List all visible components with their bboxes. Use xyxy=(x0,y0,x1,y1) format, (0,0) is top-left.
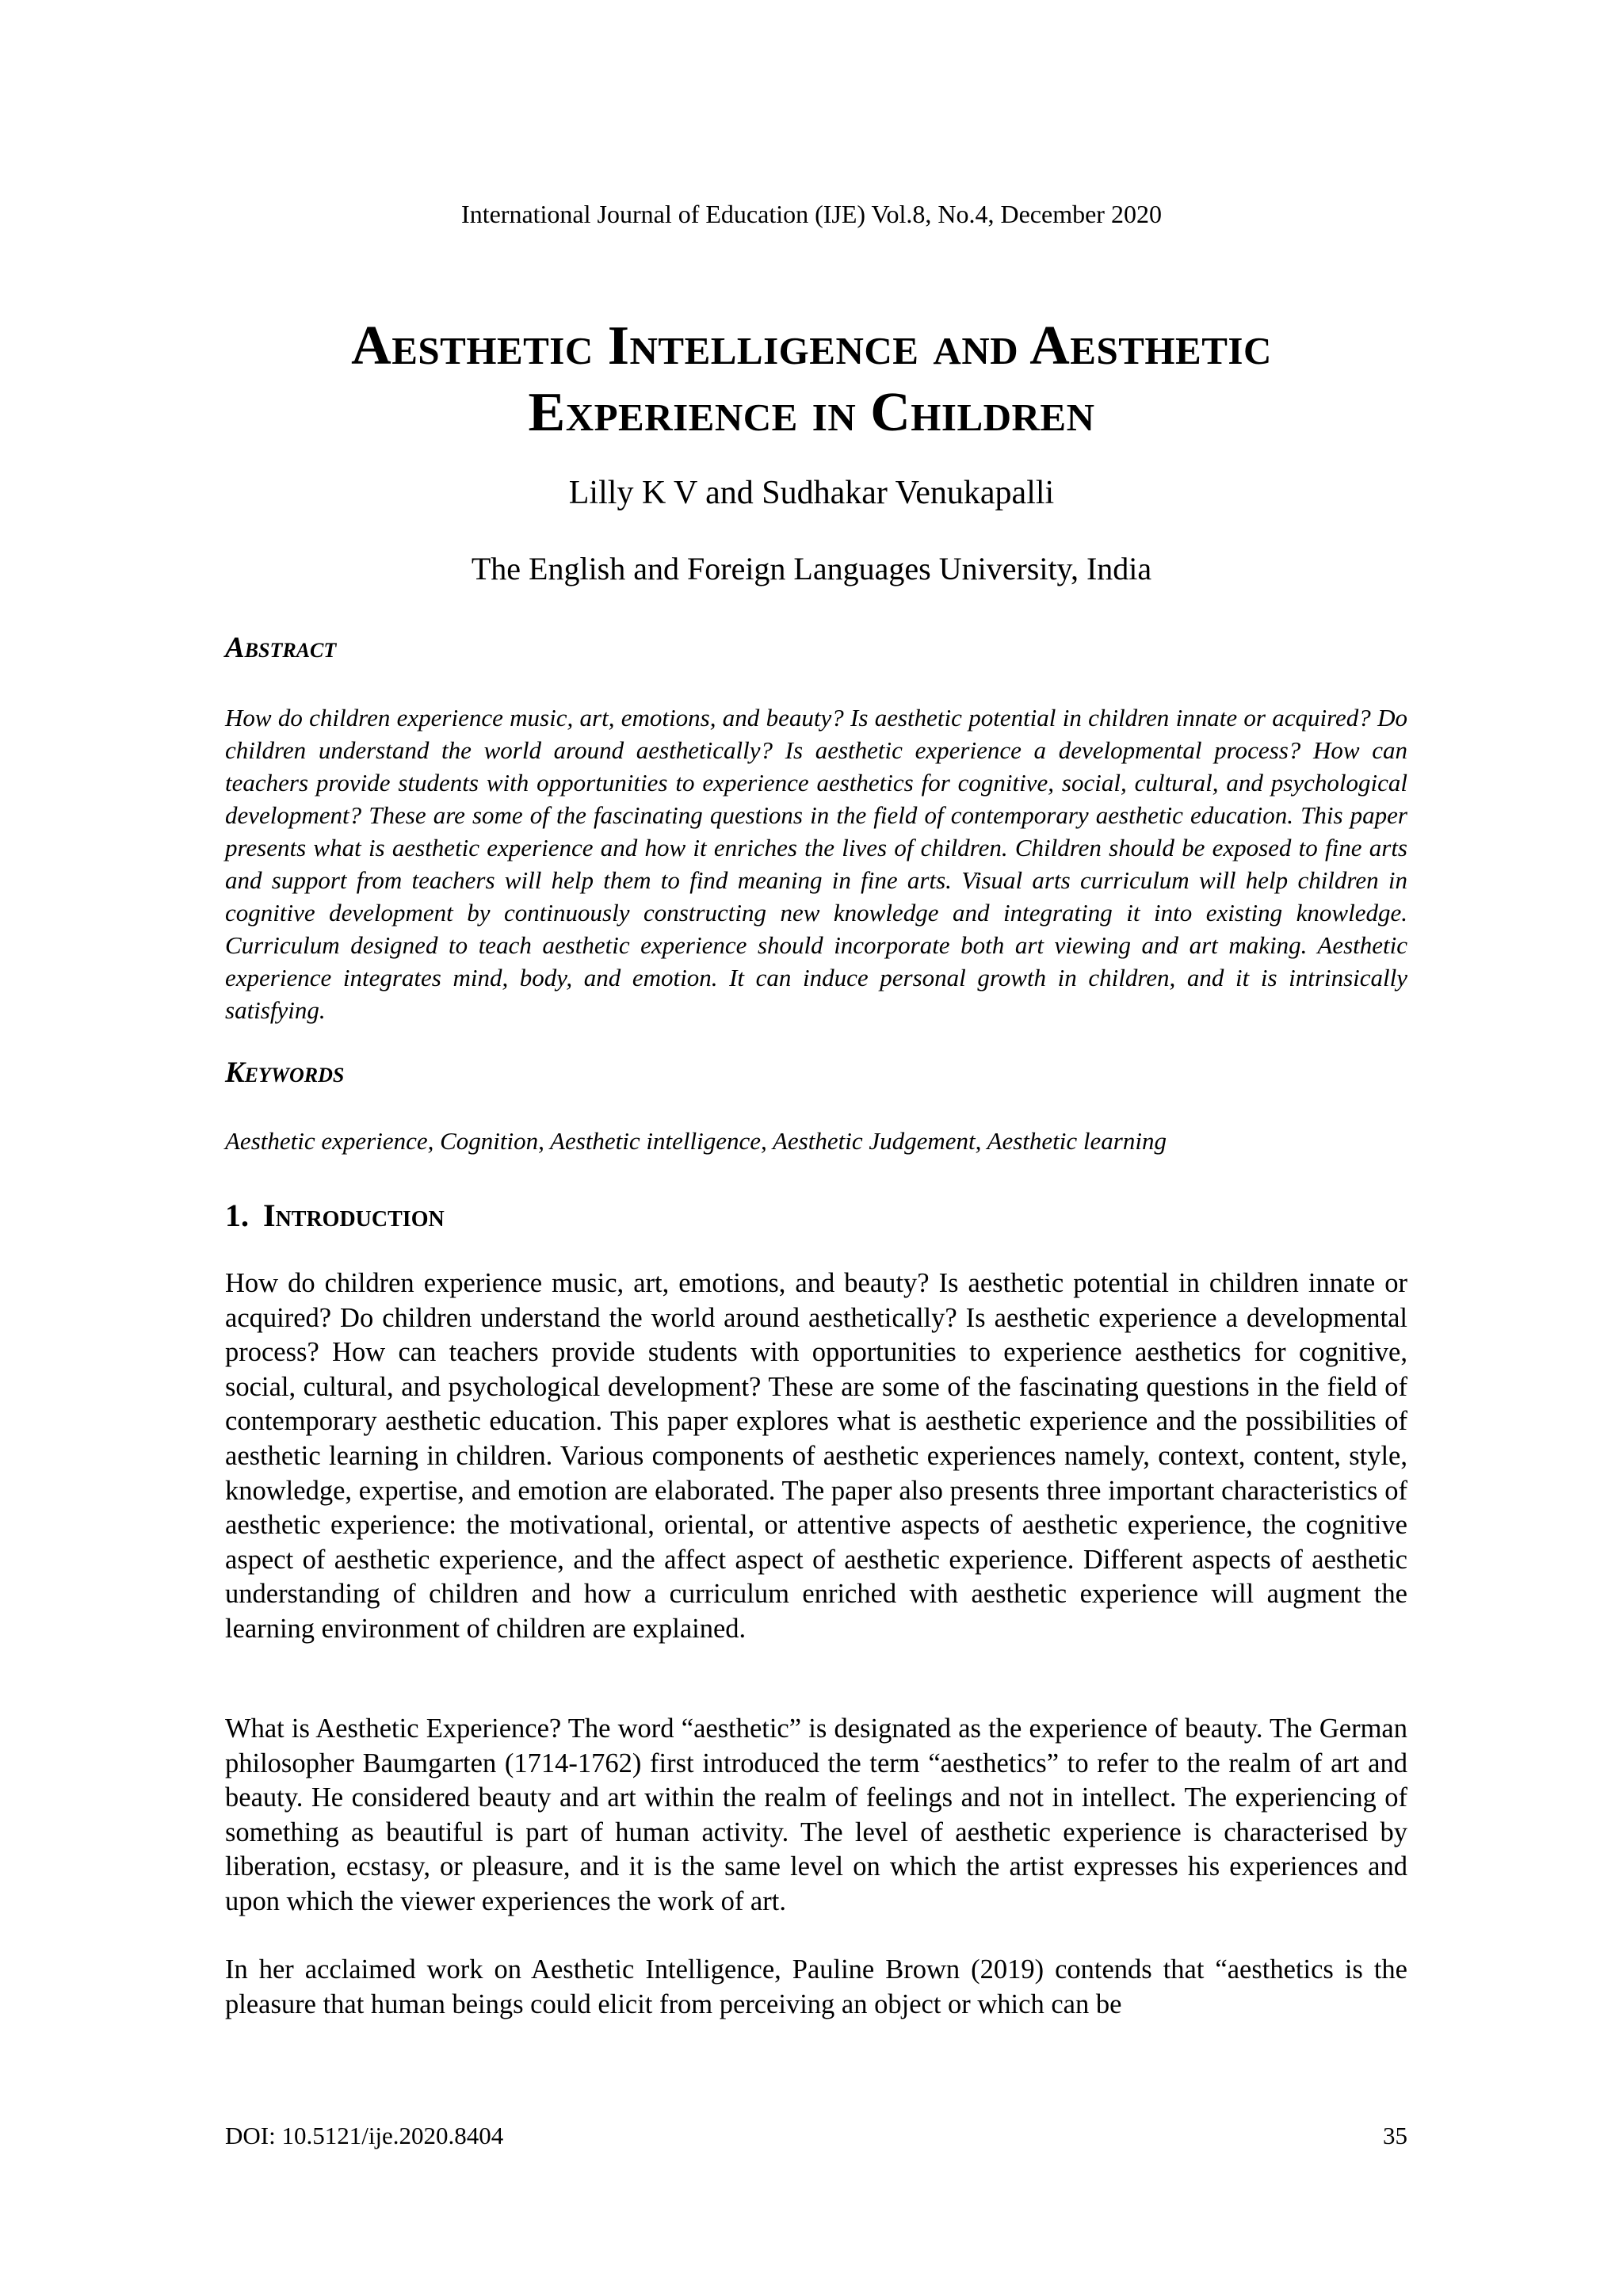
keywords-text: Aesthetic experience, Cognition, Aesthetic intelligence, Aesthetic Judgement, Aesthetic learning xyxy=(225,1127,1167,1155)
abstract-text: How do children experience music, art, emotions, and beauty? Is aesthetic potential in children innate or acquired? Do children understand the world around aesthetically? Is aesthetic experience a developmental process? How can teachers provide students with opportunities to experience aesthetics for cognitive, social, cultural, and psychological development? These are some of the fascinating questions in the field of contemporary aesthetic education. This paper presents what is aesthetic experience and how it enriches the lives of children. Children should be exposed to fine arts and support from teachers will help them to find meaning in fine arts. Visual arts curriculum will help children in cognitive development by continuously constructing new knowledge and integrating it into existing knowledge. Curriculum designed to teach aesthetic experience should incorporate both art viewing and art making. Aesthetic experience integrates mind, body, and emotion. It can induce personal growth in children, and it is intrinsically satisfying. xyxy=(225,704,1407,1024)
introduction-heading xyxy=(225,1197,445,1235)
author-names: Lilly K V and Sudhakar Venukapalli xyxy=(568,475,1055,511)
doi-link[interactable]: DOI: 10.5121/ije.2020.8404 xyxy=(225,2122,504,2149)
section-title: Introduction xyxy=(263,1198,445,1233)
article-title: Aesthetic Intelligence and Aesthetic Experience in Children xyxy=(351,315,1272,443)
body-paragraph: What is Aesthetic Experience? The word “aesthetic” is designated as the experience of beauty. The German philosopher Baumgarten (1714-1762) first introduced the term “aesthetics” to refer to the realm of art and beauty. He considered beauty and art within the realm of feelings and not in intellect. The experiencing of something as beautiful is part of human activity. The level of aesthetic experience is characterised by liberation, ecstasy, or pleasure, and it is the same level on which the artist expresses his experiences and upon which the viewer experiences the work of art. xyxy=(225,1713,1407,1916)
abstract-heading: Abstract xyxy=(225,632,337,664)
author-affiliation: The English and Foreign Languages University, India xyxy=(471,551,1152,586)
section-number: 1. xyxy=(225,1198,249,1233)
body-paragraph: In her acclaimed work on Aesthetic Intelligence, Pauline Brown (2019) contends that “aesthetics is the pleasure that human beings could elicit from perceiving an object or which can be xyxy=(225,1954,1407,2019)
page-number: 35 xyxy=(1383,2122,1407,2149)
running-header: International Journal of Education (IJE) Vol.8, No.4, December 2020 xyxy=(461,200,1162,228)
keywords-heading: Keywords xyxy=(225,1056,345,1089)
body-paragraph: How do children experience music, art, emotions, and beauty? Is aesthetic potential in children innate or acquired? Do children understand the world around aesthetically? Is aesthetic experience a developmental process? How can teachers provide students with opportunities to experience aesthetics for cognitive, social, cultural, and psychological development? These are some of the fascinating questions in the field of contemporary aesthetic education. This paper explores what is aesthetic experience and the possibilities of aesthetic learning in children. Various components of aesthetic experiences namely, context, content, style, knowledge, expertise, and emotion are elaborated. The paper also presents three important characteristics of aesthetic experience: the motivational, oriental, or attentive aspects of aesthetic experience, the cognitive aspect of aesthetic experience, and the affect aspect of aesthetic experience. Different aspects of aesthetic understanding of children and how a curriculum enriched with aesthetic experience will augment the learning environment of children are explained. xyxy=(225,1268,1407,1644)
